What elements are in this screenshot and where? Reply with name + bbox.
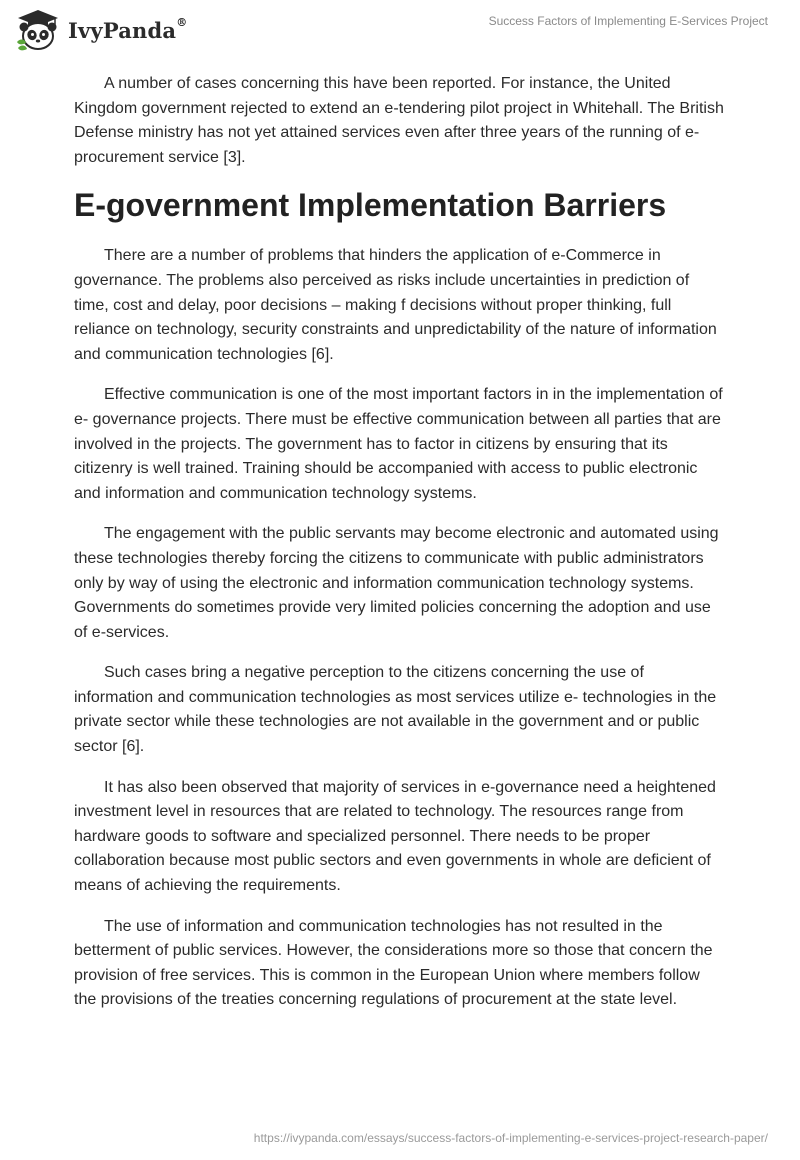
paragraph: The use of information and communication technologies has not resulted in the betterment of public services. However, the considerations more so those that concern the provision of free services. This is common in the European Union where members follow the provisions of the treaties concerning regulations of procurement at the state level. — [74, 917, 713, 1009]
registered-mark: ® — [176, 15, 188, 29]
logo-text: IvyPanda® — [68, 15, 188, 43]
paragraph: The engagement with the public servants may become electronic and automated using these technologies thereby forcing the citizens to communicate with public administrators only by way of using the electronic and information communication technology systems. Governments do sometimes provide very limited policies concerning the adoption and use of e-services. — [74, 525, 719, 641]
paragraph: Effective communication is one of the most important factors in in the implementation of e- governance projects. There must be effective communication between all parties that are involved in the projects. The government has to factor in citizens by ensuring that its citizenry is well trained. Training should be accompanied with access to public electronic and information and communication technology systems. — [74, 386, 723, 502]
panda-graduate-icon — [14, 8, 62, 52]
intro-paragraph: A number of cases concerning this have been reported. For instance, the United Kingdom government rejected to extend an e-tendering pilot project in Whitehall. The British Defense ministry has not yet attained services even after three years of the running of e- procurement service [3]. — [74, 75, 724, 166]
article-body — [74, 72, 724, 1029]
paragraph: It has also been observed that majority of services in e-governance need a heightened investment level in resources that are related to technology. The resources range from hardware goods to software and specialized personnel. There needs to be proper collaboration because most public sectors and even governments in whole are deficient of means of achieving the requirements. — [74, 778, 716, 895]
paragraph: There are a number of problems that hinders the application of e-Commerce in governance. The problems also perceived as risks include uncertainties in prediction of time, cost and delay, poor decisions – making f decisions without proper thinking, full reliance on technology, security constraints and unpredictability of the nature of information and communication technologies [6]. — [74, 247, 717, 363]
page-header — [0, 0, 800, 60]
section-heading: E-government Implementation Barriers — [74, 187, 667, 224]
paragraph: Such cases bring a negative perception to the citizens concerning the use of information and communication technologies as most services utilize e- technologies in the private sector while these technologies are not available in the government and or public sector [6]. — [74, 664, 717, 756]
ivypanda-logo[interactable] — [14, 8, 187, 52]
document-title: Success Factors of Implementing E-Services Project — [488, 14, 768, 28]
source-url-link[interactable]: https://ivypanda.com/essays/success-factors-of-implementing-e-services-project-research-paper/ — [253, 1131, 768, 1145]
